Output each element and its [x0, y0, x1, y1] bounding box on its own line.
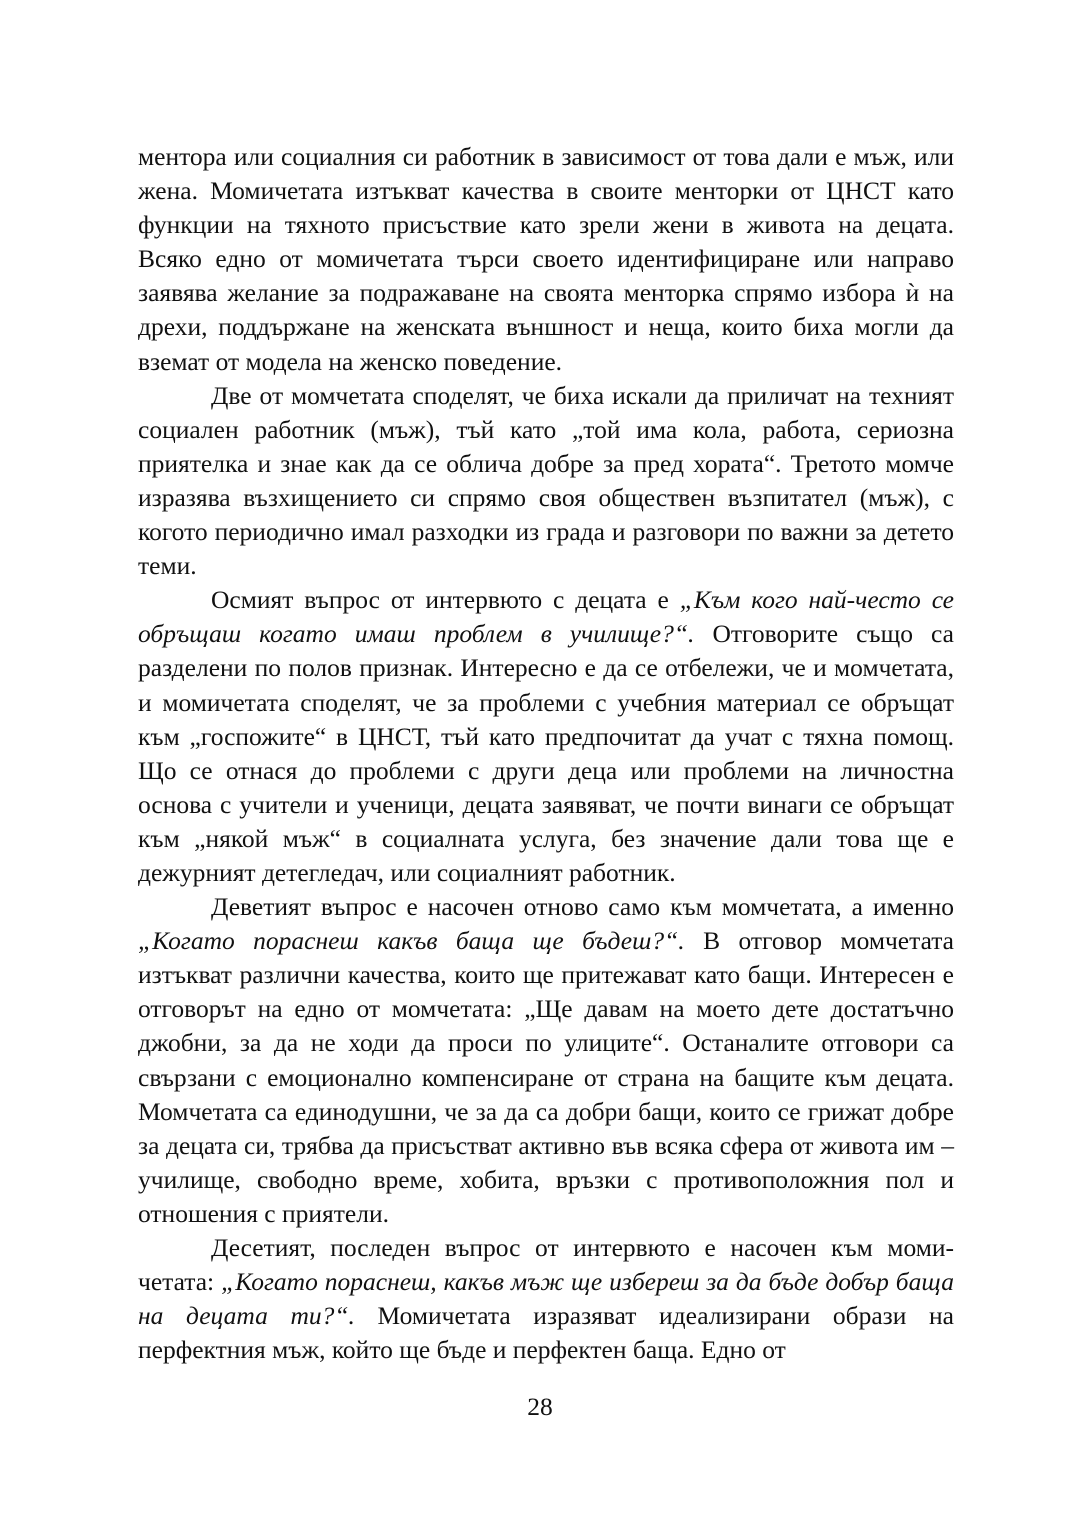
- paragraph-4: [138, 890, 954, 1231]
- paragraph-4-quote: „Когато пораснеш какъв баща ще бъдеш?“.: [138, 926, 685, 956]
- paragraph-5-text-end: Момичетата изразяват идеализирани образи на перфектния мъж, който ще бъде и перфектен баща. Едно от: [138, 1301, 954, 1365]
- paragraph-5-quote: „Когато пораснеш, какъв мъж ще избереш за да бъде добър баща на децата ти?“.: [138, 1267, 954, 1331]
- paragraph-3-text-start: Осмият въпрос от интервюто с децата е: [211, 585, 680, 615]
- paragraph-3: [138, 583, 954, 890]
- paragraph-3-quote: „Към кого най-често се обръщаш когато имаш проблем в училище?“.: [138, 585, 954, 649]
- paragraph-2: Две от момчетата споделят, че биха искали да приличат на техният социален работник (мъж), тъй като „той има кола, работа, сериозна приятелка и знае как да се облича добре за пред хората“. Третото момче изразява възхищението си спрямо своя обществен възпитател (мъж), с когото периодично имал разходки из града и разговори по важни за детето теми.: [138, 380, 954, 581]
- paragraph-3-text-end: Отговорите също са разделени по полов признак. Интересно е да се отбележи, че и момчетата, и момичетата споделят, че за проблеми с учебния материал се обръщат към „госпожите“ в ЦНСТ, тъй като предпочитат да учат с тяхна помощ. Що се отнася до проблеми с други деца или проблеми на личностна основа с учители и ученици, децата заявяват, че почти винаги се обръщат към „някой мъж“ в социалната услуга, без значение дали това ще е дежурният детегледач, или социалният работник.: [138, 619, 954, 887]
- paragraph-4-text-end: В отговор момчетата изтъкват различни качества, които ще притежават като бащи. Интересен е отговорът на едно от момчетата: „Ще давам на моето дете достатъчно джобни, за да не ходи да проси по улиците“. Останалите отговори са свързани с емоционално компенсиране от страна на бащите към децата. Момчетата са единодушни, че за да са добри бащи, които се грижат добре за децата си, трябва да присъстват активно във всяка сфера от живота им – училище, свободно време, хобита, връзки с противоположния пол и отношения с приятели.: [138, 926, 954, 1228]
- paragraph-4-text-start: Деветият въпрос е насочен отново само към момчетата, а именно: [211, 892, 954, 922]
- paragraph-5: [138, 1231, 954, 1367]
- paragraph-1: ментора или социалния си работник в зависимост от това дали е мъж, или жена. Момичетата изтъкват качества в своите менторки от ЦНСТ като функции на тяхното присъствие като зрели жени в живота на децата. Всяко едно от момичетата търси своето идентифициране или направо заявява желание за подражаване на своята менторка спрямо избора ѝ на дрехи, поддържане на женската външност и неща, които биха могли да вземат от модела на женско поведение.: [138, 142, 954, 376]
- page-number: 28: [527, 1392, 553, 1421]
- paragraph-5-text-start: Десетият, последен въпрос от интервюто е насочен към момичетата:: [138, 1233, 954, 1297]
- page-body: [138, 140, 954, 1367]
